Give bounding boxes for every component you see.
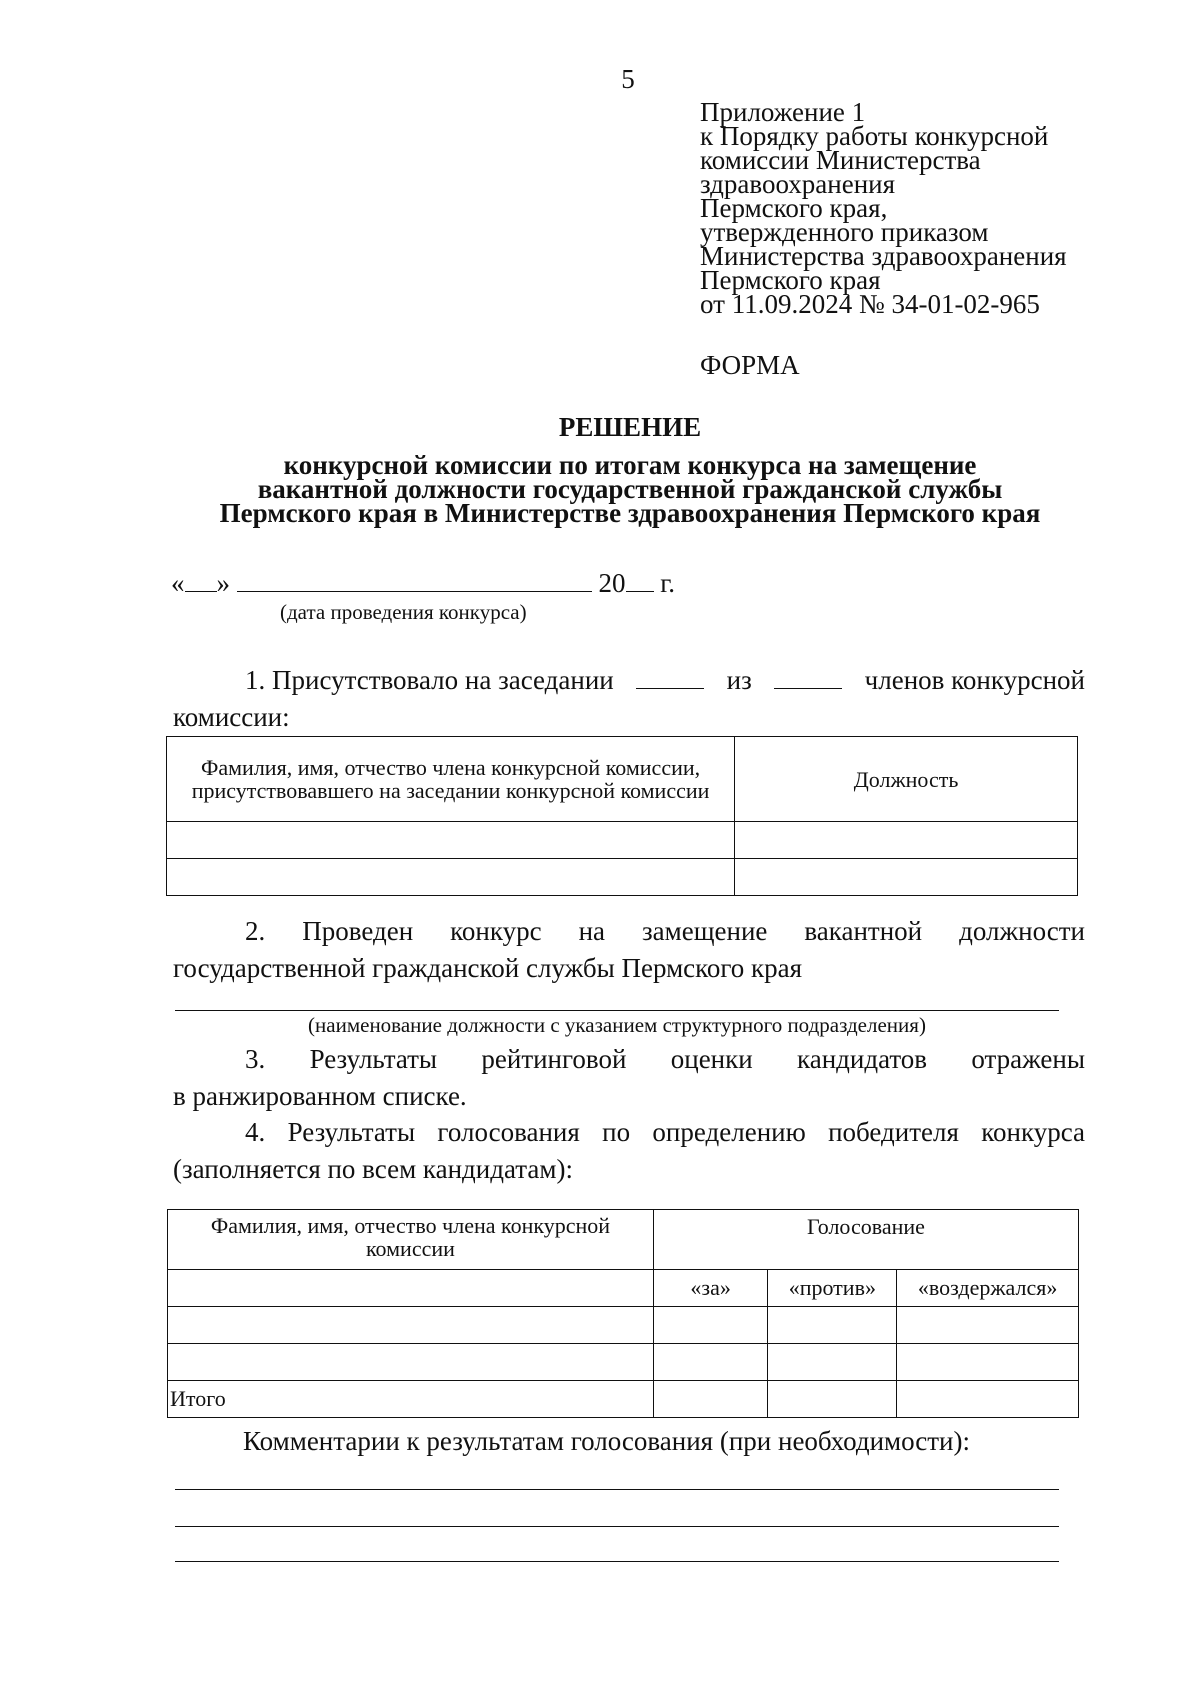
section-1-line-1 [173,662,1085,699]
appendix-line: утвержденного приказом [700,217,989,247]
members-table [166,736,1078,896]
position-caption: (наименование должности с указанием структурного подразделения) [308,1013,926,1037]
section-4 [173,1114,1085,1188]
subtitle-line: Пермского края в Министерстве здравоохранения Пермского края [219,498,1041,528]
table-cell[interactable] [653,1381,768,1418]
appendix-line: Пермского края, [700,193,888,223]
table-cell[interactable] [168,1344,654,1381]
subtitle-line: вакантной должности государственной гражданской службы [257,474,1003,504]
appendix-line: Министерства здравоохранения [700,241,1067,271]
table-row [167,822,1078,859]
comment-line[interactable] [175,1526,1059,1527]
date-day-blank[interactable] [185,569,217,592]
appendix-line: Пермского края [700,265,881,295]
total-count-blank[interactable] [774,666,842,689]
section-3 [173,1041,1085,1115]
date-year-prefix: 20 [598,568,626,598]
section-1-line-2: комиссии: [173,702,290,732]
voting-group-header: Голосование [653,1210,1078,1270]
section-4-line-2: (заполняется по всем кандидатам): [173,1154,573,1184]
section-1-text-c: членов конкурсной [864,665,1085,695]
table-cell[interactable] [768,1307,897,1344]
member-name-header: Фамилия, имя, отчество члена конкурсной комиссии, присутствовавшего на заседании конкурсной комиссии [167,737,735,822]
section-1-text-a: 1. Присутствовало на заседании [245,665,614,695]
subtitle-line: конкурсной комиссии по итогам конкурса на замещение [283,450,977,480]
table-cell[interactable] [735,822,1078,859]
document-subtitle [150,450,1110,528]
appendix-line: комиссии Министерства [700,145,981,175]
table-cell[interactable] [768,1344,897,1381]
member-position-header: Должность [735,737,1078,822]
vote-for-header: «за» [653,1270,768,1307]
voting-table [167,1209,1079,1418]
comments-label: Комментарии к результатам голосования (при необходимости): [243,1426,970,1456]
date-close-quote: » [216,568,230,598]
appendix-line: от 11.09.2024 № 34-01-02-965 [700,289,1040,319]
section-1-text-b: из [726,665,752,695]
position-name-blank[interactable] [175,1010,1059,1011]
table-cell[interactable] [167,859,735,896]
date-month-blank[interactable] [237,569,592,592]
section-4-line-1: 4. Результаты голосования по определению победителя конкурса [245,1117,1085,1147]
date-caption: (дата проведения конкурса) [280,600,527,624]
appendix-line: здравоохранения [700,169,896,199]
table-header-row [168,1270,1079,1307]
forma-label: ФОРМА [700,350,800,380]
table-cell[interactable] [735,859,1078,896]
total-row [168,1381,1079,1418]
table-cell[interactable] [653,1307,768,1344]
date-year-suffix: г. [660,568,676,598]
date-open-quote: « [171,568,185,598]
section-2 [173,913,1085,987]
table-row [168,1307,1079,1344]
table-cell[interactable] [167,822,735,859]
table-row [167,859,1078,896]
section-3-line-1: 3. Результаты рейтинговой оценки кандидатов отражены [245,1044,1085,1074]
document-title: РЕШЕНИЕ [558,412,702,442]
page-number: 5 [621,64,635,94]
appendix-line: к Порядку работы конкурсной [700,121,1049,151]
section-2-line-1: 2. Проведен конкурс на замещение вакантной должности [245,916,1085,946]
table-header-row [168,1210,1079,1270]
date-year-blank[interactable] [626,569,654,592]
total-label: Итого [168,1381,654,1418]
voter-name-header: Фамилия, имя, отчество члена конкурсной комиссии [168,1210,654,1270]
table-cell[interactable] [168,1270,654,1307]
present-count-blank[interactable] [636,666,704,689]
table-cell[interactable] [897,1307,1079,1344]
table-cell[interactable] [168,1307,654,1344]
table-row [168,1344,1079,1381]
appendix-line: Приложение 1 [700,97,866,127]
appendix-block [700,97,1160,319]
vote-abstain-header: «воздержался» [897,1270,1079,1307]
table-cell[interactable] [897,1381,1079,1418]
table-cell[interactable] [897,1344,1079,1381]
table-cell[interactable] [768,1381,897,1418]
section-1 [173,662,1085,736]
date-field [171,568,675,599]
table-header-row [167,737,1078,822]
vote-against-header: «против» [768,1270,897,1307]
comment-line[interactable] [175,1561,1059,1562]
table-cell[interactable] [653,1344,768,1381]
section-3-line-2: в ранжированном списке. [173,1081,467,1111]
comment-line[interactable] [175,1489,1059,1490]
section-2-line-2: государственной гражданской службы Пермского края [173,953,803,983]
